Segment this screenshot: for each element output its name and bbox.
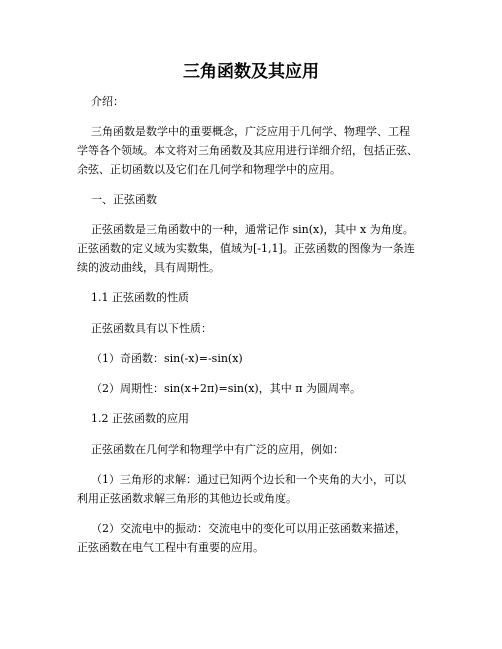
paragraph-line: 学等各个领域。本文将对三角函数及其应用进行详细介绍，包括正弦、 [77, 144, 418, 157]
paragraph-line: 续的波动曲线，具有周期性。 [77, 261, 220, 274]
list-item: （1）奇函数：sin(-x)=-sin(x) [91, 352, 243, 365]
paragraph-line: 余弦、正切函数以及它们在几何学和物理学中的应用。 [77, 163, 341, 176]
section-heading: 一、正弦函数 [91, 193, 157, 206]
list-item: （2）交流电中的振动：交流电中的变化可以用正弦函数来描述， [91, 522, 406, 535]
paragraph-line: 正弦函数的定义域为实数集，值域为[-1,1]。正弦函数的图像为一条连 [77, 242, 415, 255]
subsection-heading: 1.2 正弦函数的应用 [91, 412, 189, 425]
list-item: （1）三角形的求解：通过已知两个边长和一个夹角的大小，可以 [91, 473, 406, 486]
paragraph-line: 正弦函数在几何学和物理学中有广泛的应用，例如： [91, 443, 344, 456]
subsection-heading: 1.1 正弦函数的性质 [91, 291, 189, 304]
list-item-continuation: 利用正弦函数求解三角形的其他边长或角度。 [77, 492, 297, 505]
list-item: （2）周期性：sin(x+2π)=sin(x)，其中 π 为圆周率。 [91, 382, 361, 395]
paragraph-line: 三角函数是数学中的重要概念，广泛应用于几何学、物理学、工程 [91, 125, 410, 138]
document-title: 三角函数及其应用 [183, 62, 319, 82]
section-intro-heading: 介绍： [91, 95, 124, 108]
list-item-continuation: 正弦函数在电气工程中有重要的应用。 [77, 541, 264, 554]
paragraph-line: 正弦函数是三角函数中的一种，通常记作 sin(x)，其中 x 为角度。 [91, 223, 414, 236]
paragraph-line: 正弦函数具有以下性质： [91, 322, 212, 335]
